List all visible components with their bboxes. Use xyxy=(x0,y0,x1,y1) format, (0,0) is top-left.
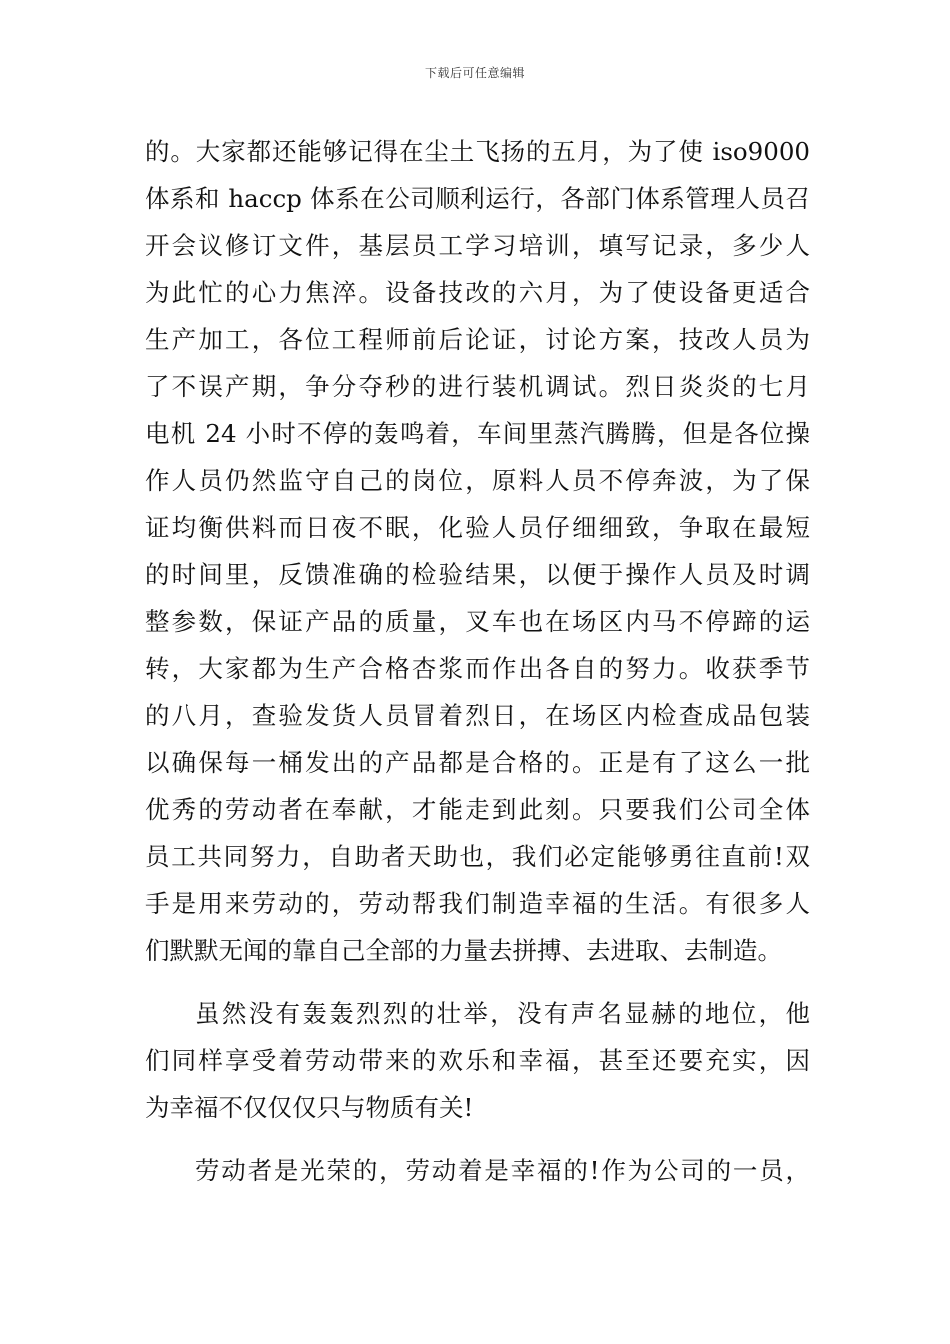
page-header: 下载后可任意编辑 xyxy=(424,66,525,80)
text-line: 体系和 haccp 体系在公司顺利运行，各部门体系管理人员召 xyxy=(145,184,810,213)
paragraph-spacer xyxy=(145,1131,810,1147)
paragraph-2 xyxy=(145,990,810,1131)
text-line: 手是用来劳动的，劳动帮我们制造幸福的生活。有很多人 xyxy=(145,889,810,918)
text-line: 们同样享受着劳动带来的欢乐和幸福，甚至还要充实，因 xyxy=(145,1046,810,1075)
text-line: 为此忙的心力焦淬。设备技改的六月，为了使设备更适合 xyxy=(145,278,810,307)
text-line: 以确保每一桶发出的产品都是合格的。正是有了这么一批 xyxy=(145,748,810,777)
text-line: 作人员仍然监守自己的岗位，原料人员不停奔波，为了保 xyxy=(145,466,810,495)
text-line: 优秀的劳动者在奉献，才能走到此刻。只要我们公司全体 xyxy=(145,795,810,824)
body-text xyxy=(145,128,810,1194)
text-line: 证均衡供料而日夜不眠，化验人员仔细细致，争取在最短 xyxy=(145,513,810,542)
text-line: 的八月，查验发货人员冒着烈日，在场区内检查成品包装 xyxy=(145,701,810,730)
text-line: 的时间里，反馈准确的检验结果，以便于操作人员及时调 xyxy=(145,560,810,589)
text-line: 的。大家都还能够记得在尘土飞扬的五月，为了使 iso9000 xyxy=(145,137,810,166)
text-line: 生产加工，各位工程师前后论证，讨论方案，技改人员为 xyxy=(145,325,810,354)
text-line: 为幸福不仅仅仅只与物质有关! xyxy=(145,1093,474,1122)
text-line: 们默默无闻的靠自己全部的力量去拼搏、去进取、去制造。 xyxy=(145,936,782,965)
paragraph-1 xyxy=(145,128,810,974)
text-line: 虽然没有轰轰烈烈的壮举，没有声名显赫的地位，他 xyxy=(195,999,810,1028)
text-line: 劳动者是光荣的，劳动着是幸福的!作为公司的一员， xyxy=(195,1156,810,1185)
text-line: 转，大家都为生产合格杏浆而作出各自的努力。收获季节 xyxy=(145,654,810,683)
text-line: 开会议修订文件，基层员工学习培训，填写记录，多少人 xyxy=(145,231,810,260)
paragraph-3 xyxy=(145,1147,810,1194)
text-line: 电机 24 小时不停的轰鸣着，车间里蒸汽腾腾，但是各位操 xyxy=(145,419,810,448)
text-line: 员工共同努力，自助者天助也，我们必定能够勇往直前!双 xyxy=(145,842,810,871)
paragraph-spacer xyxy=(145,974,810,990)
text-line: 了不误产期，争分夺秒的进行装机调试。烈日炎炎的七月 xyxy=(145,372,810,401)
text-line: 整参数，保证产品的质量，叉车也在场区内马不停蹄的运 xyxy=(145,607,810,636)
